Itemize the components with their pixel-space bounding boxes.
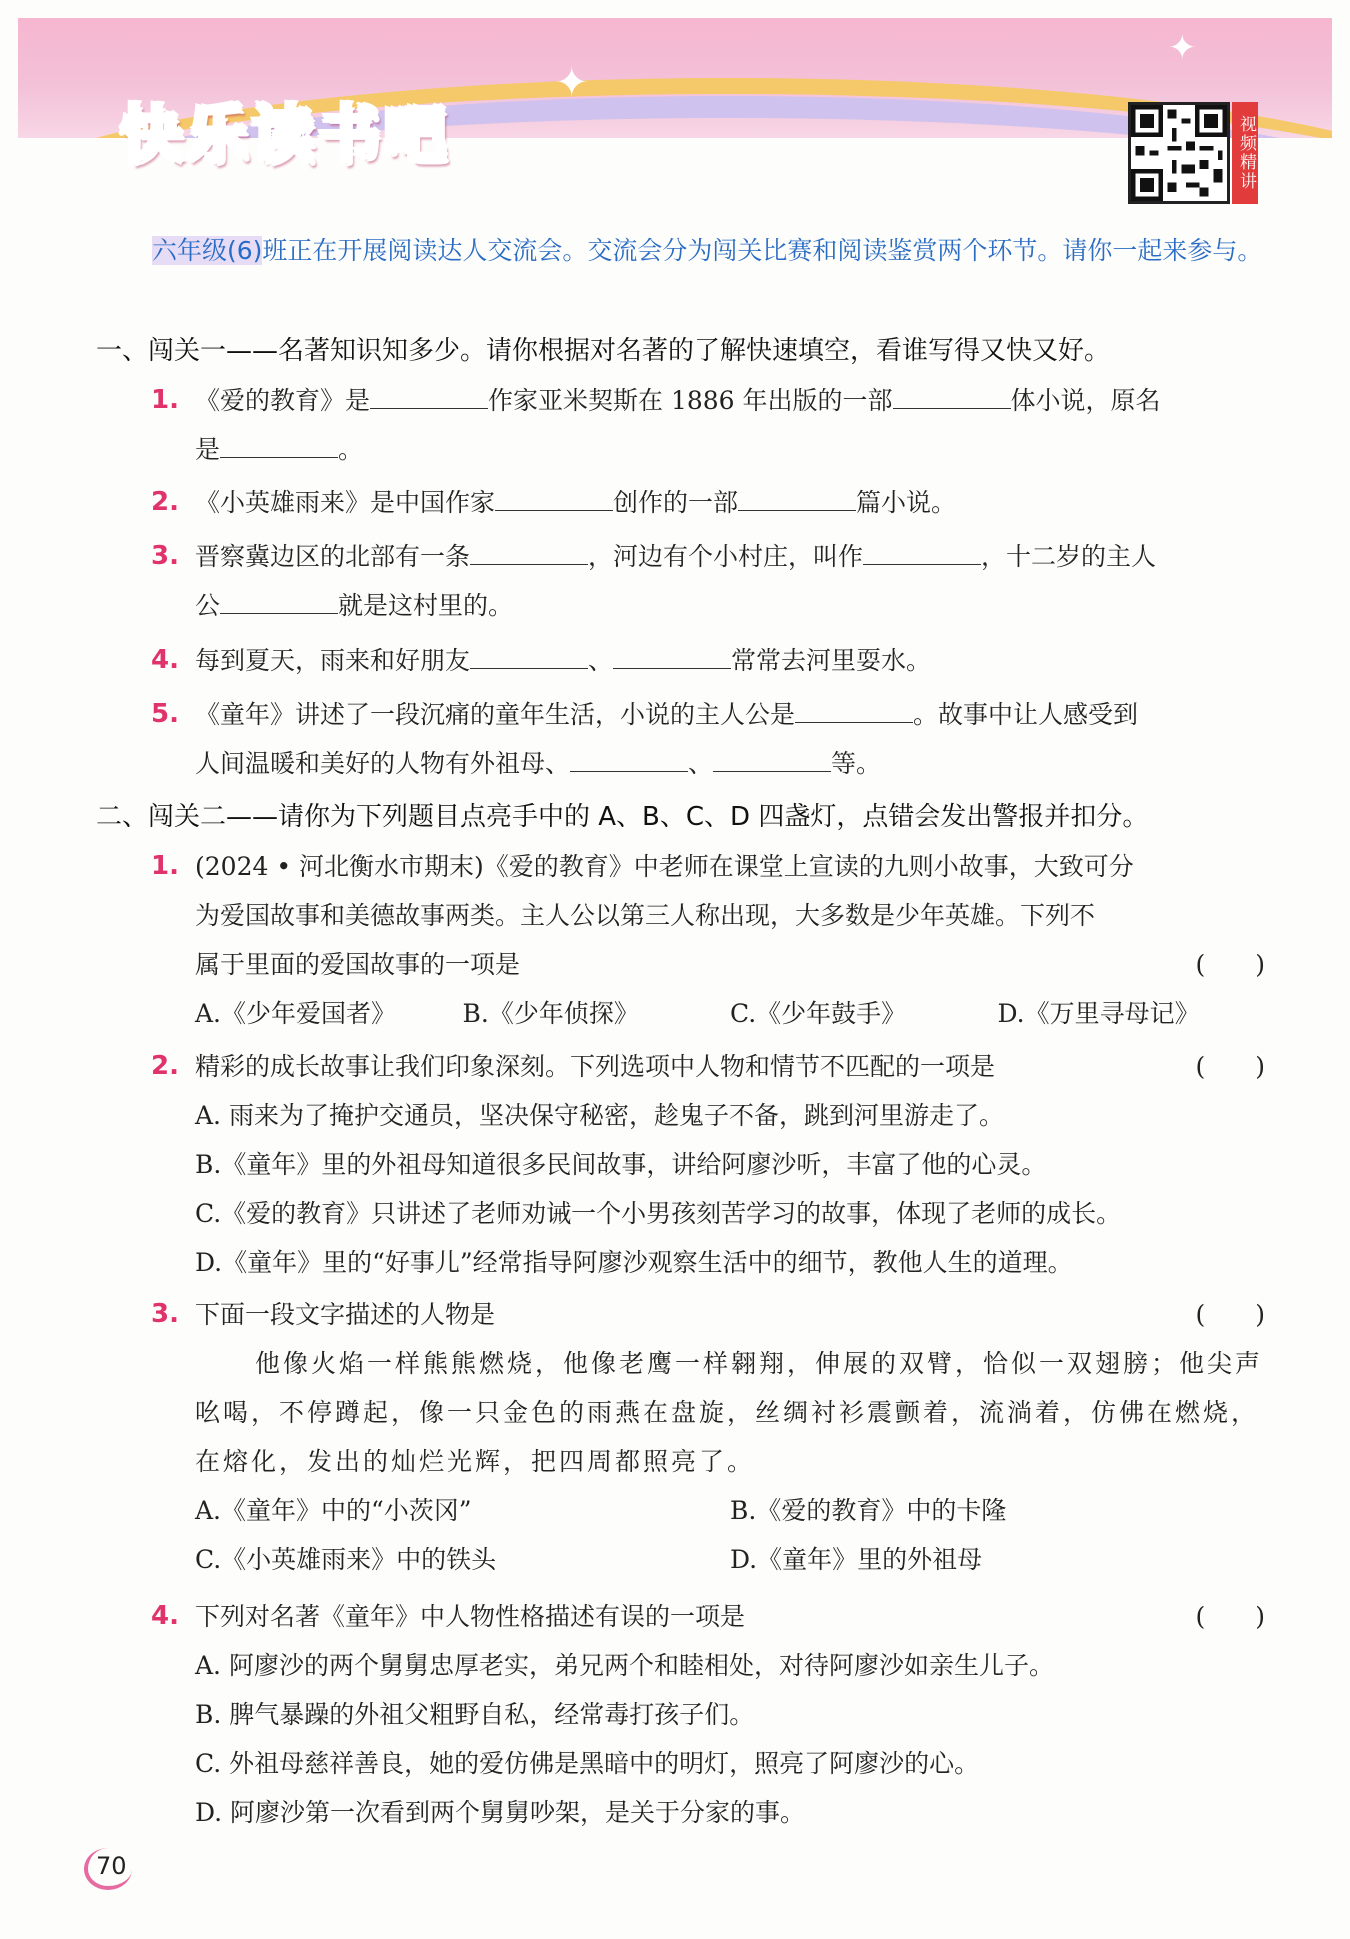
intro-paragraph <box>96 222 1266 279</box>
option-a[interactable]: A.《少年爱国者》 <box>195 999 397 1028</box>
answer-blank[interactable] <box>220 427 338 458</box>
option-c[interactable]: C. 外祖母慈祥善良，她的爱仿佛是黑暗中的明灯，照亮了阿廖沙的心。 <box>195 1749 980 1778</box>
s1-question-5: 5. 《童年》讲述了一段沉痛的童年生活，小说的主人公是 。故事中让人感受到 人间温暖和美好的人物有外祖母、 、 等。 <box>155 690 1265 788</box>
option-b[interactable]: B. 脾气暴躁的外祖父粗野自私，经常毒打孩子们。 <box>195 1700 755 1729</box>
quoted-passage: 他像火焰一样熊熊燃烧，他像老鹰一样翱翔，伸展的双臂，恰似一双翅膀；他尖声吆喝，不停蹲起，像一只金色的雨燕在盘旋，丝绸衬衫震颤着，流淌着，仿佛在燃烧，在熔化，发出的灿烂光辉，把四周都照亮了。 <box>195 1349 1264 1476</box>
answer-parenthesis[interactable]: ( ) <box>1195 1052 1265 1081</box>
option-d[interactable]: D.《童年》里的外祖母 <box>730 1545 983 1574</box>
s1-question-4: 4. 每到夏天，雨来和好朋友 、 常常去河里耍水。 <box>155 636 1265 685</box>
answer-blank[interactable] <box>570 741 688 772</box>
s2-question-3: 3. 下面一段文字描述的人物是 ( ) 他像火焰一样熊熊燃烧，他像老鹰一样翱翔，伸展的双臂，恰似一双翅膀；他尖声吆喝，不停蹲起，像一只金色的雨燕在盘旋，丝绸衬衫震颤着，流淌着，仿佛在燃烧，在熔化，发出的灿烂光辉，把四周都照亮了。 A.《童年》中的“小茨冈” B.《爱的教育》中的卡隆 C.《小英雄雨来》中的铁头 D.《童年》里的外祖母 <box>155 1290 1265 1584</box>
answer-blank[interactable] <box>470 534 588 565</box>
sparkle-icon: ✦ <box>1168 28 1197 68</box>
option-a[interactable]: A. 阿廖沙的两个舅舅忠厚老实，弟兄两个和睦相处，对待阿廖沙如亲生儿子。 <box>195 1651 1054 1680</box>
sparkle-icon: ✦ <box>555 60 589 106</box>
intro-text: 班正在开展阅读达人交流会。交流会分为闯关比赛和阅读鉴赏两个环节。请你一起来参与。 <box>262 236 1263 265</box>
answer-blank[interactable] <box>370 378 488 409</box>
s1-question-1: 1. 《爱的教育》是 作家亚米契斯在 1886 年出版的一部 体小说，原名 是 。 <box>155 376 1265 474</box>
answer-blank[interactable] <box>470 638 588 669</box>
qr-code-icon[interactable] <box>1128 102 1230 204</box>
answer-parenthesis[interactable]: ( ) <box>1195 1300 1265 1329</box>
s1-question-2: 2. 《小英雄雨来》是中国作家 创作的一部 篇小说。 <box>155 478 1265 527</box>
option-d[interactable]: D. 阿廖沙第一次看到两个舅舅吵架，是关于分家的事。 <box>195 1798 806 1827</box>
section2-title: 二、闯关二——请你为下列题目点亮手中的 A、B、C、D 四盏灯，点错会发出警报并扣分。 <box>96 802 1149 832</box>
video-label-badge[interactable]: 视频精讲 <box>1232 102 1258 204</box>
option-a[interactable]: A. 雨来为了掩护交通员，坚决保守秘密，趁鬼子不备，跳到河里游走了。 <box>195 1101 1004 1130</box>
option-c[interactable]: C.《爱的教育》只讲述了老师劝诫一个小男孩刻苦学习的故事，体现了老师的成长。 <box>195 1199 1122 1228</box>
page-title: 快乐读书吧 <box>120 98 451 171</box>
s2-question-1: 1. (2024 • 河北衡水市期末)《爱的教育》中老师在课堂上宣读的九则小故事，大致可分 为爱国故事和美德故事两类。主人公以第三人称出现，大多数是少年英雄。下列不 属于里面的爱国故事的一项是 ( ) A.《少年爱国者》 B.《少年侦探》 C.《少年鼓手》 D.《万里寻母记》 <box>155 842 1265 1038</box>
option-d[interactable]: D.《童年》里的“好事儿”经常指导阿廖沙观察生活中的细节，教他人生的道理。 <box>195 1248 1073 1277</box>
answer-blank[interactable] <box>220 583 338 614</box>
option-d[interactable]: D.《万里寻母记》 <box>997 999 1200 1028</box>
answer-blank[interactable] <box>713 741 831 772</box>
s2-question-4: 4. 下列对名著《童年》中人物性格描述有误的一项是 ( ) A. 阿廖沙的两个舅舅忠厚老实，弟兄两个和睦相处，对待阿廖沙如亲生儿子。 B. 脾气暴躁的外祖父粗野自私，经常毒打孩子们。 C. 外祖母慈祥善良，她的爱仿佛是黑暗中的明灯，照亮了阿廖沙的心。 D. 阿廖沙第一次看到两个舅舅吵架，是关于分家的事。 <box>155 1592 1265 1837</box>
page-number: 70 <box>96 1852 127 1880</box>
option-b[interactable]: B.《少年侦探》 <box>462 999 639 1028</box>
answer-blank[interactable] <box>795 692 913 723</box>
option-c[interactable]: C.《小英雄雨来》中的铁头 <box>195 1545 497 1574</box>
s1-question-3: 3. 晋察冀边区的北部有一条 ，河边有个小村庄，叫作 ，十二岁的主人 公 就是这村里的。 <box>155 532 1265 630</box>
answer-parenthesis[interactable]: ( ) <box>1195 950 1265 979</box>
option-a[interactable]: A.《童年》中的“小茨冈” <box>195 1496 472 1525</box>
answer-blank[interactable] <box>495 480 613 511</box>
options-row <box>195 989 1265 1038</box>
answer-parenthesis[interactable]: ( ) <box>1195 1602 1265 1631</box>
option-c[interactable]: C.《少年鼓手》 <box>730 999 907 1028</box>
question-number: 1. <box>151 385 179 415</box>
section1-title: 一、闯关一——名著知识知多少。请你根据对名著的了解快速填空，看谁写得又快又好。 <box>96 336 1111 366</box>
s2-question-2: 2. 精彩的成长故事让我们印象深刻。下列选项中人物和情节不匹配的一项是 ( ) A. 雨来为了掩护交通员，坚决保守秘密，趁鬼子不备，跳到河里游走了。 B.《童年》里的外祖母知道很多民间故事，讲给阿廖沙听，丰富了他的心灵。 C.《爱的教育》只讲述了老师劝诫一个小男孩刻苦学习的故事，体现了老师的成长。 D.《童年》里的“好事儿”经常指导阿廖沙观察生活中的细节，教他人生的道理。 <box>155 1042 1265 1287</box>
answer-blank[interactable] <box>893 378 1011 409</box>
answer-blank[interactable] <box>863 534 981 565</box>
option-b[interactable]: B.《爱的教育》中的卡隆 <box>730 1496 1007 1525</box>
answer-blank[interactable] <box>738 480 856 511</box>
option-b[interactable]: B.《童年》里的外祖母知道很多民间故事，讲给阿廖沙听，丰富了他的心灵。 <box>195 1150 1047 1179</box>
intro-highlight: 六年级(6) <box>152 236 263 265</box>
answer-blank[interactable] <box>613 638 731 669</box>
